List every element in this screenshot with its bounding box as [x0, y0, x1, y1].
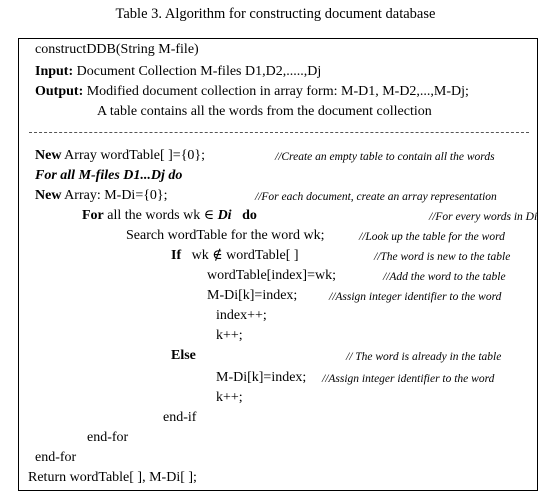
code-text: wk ∉ wordTable[ ]	[191, 248, 299, 263]
comment: //For every words in Di	[429, 211, 538, 223]
comment: //For each document, create an array representation	[255, 191, 497, 203]
comment: //Create an empty table to contain all the words	[275, 151, 495, 163]
code-line-5: Search wordTable for the word wk;	[126, 228, 325, 243]
code-line-8: M-Di[k]=index;	[207, 288, 298, 303]
code-line-1	[35, 147, 205, 165]
code-line-6	[171, 247, 299, 265]
comment: //The word is new to the table	[374, 251, 511, 263]
output-line-2: A table contains all the words from the document collection	[97, 104, 432, 119]
code-text: Array wordTable[ ]={0};	[61, 148, 206, 163]
code-line-13: k++;	[216, 390, 243, 405]
comment: //Look up the table for the word	[359, 231, 505, 243]
comment: // The word is already in the table	[346, 351, 502, 363]
else-keyword: Else	[171, 348, 196, 363]
code-text: all the words wk ∈	[103, 208, 218, 223]
end-if: end-if	[163, 410, 197, 425]
input-line	[35, 63, 321, 81]
comment: //Assign integer identifier to the word	[329, 291, 502, 303]
output-text: Modified document collection in array form: M-D1, M-D2,...,M-Dj;	[83, 84, 469, 99]
input-keyword: Input:	[35, 64, 74, 79]
output-keyword: Output:	[35, 84, 84, 99]
function-signature: constructDDB(String M-file)	[35, 42, 199, 57]
new-keyword: New	[35, 148, 62, 163]
code-line-3	[35, 187, 168, 205]
code-text: Array: M-Di={0};	[61, 188, 168, 203]
di-symbol: Di	[217, 208, 232, 223]
end-for-inner: end-for	[87, 430, 129, 445]
do-keyword: do	[242, 208, 257, 223]
input-text: Document Collection M-files D1,D2,.....,Dj	[73, 64, 322, 79]
output-line	[35, 83, 469, 101]
for-keyword: For	[82, 208, 104, 223]
code-line-7: wordTable[index]=wk;	[207, 268, 336, 283]
comment: //Add the word to the table	[383, 271, 506, 283]
code-line-2: For all M-files D1...Dj do	[35, 168, 183, 183]
algorithm-box	[18, 38, 538, 491]
if-keyword: If	[171, 248, 182, 263]
end-for-outer: end-for	[35, 450, 77, 465]
comment: //Assign integer identifier to the word	[322, 373, 495, 385]
return-line: Return wordTable[ ], M-Di[ ];	[28, 470, 197, 485]
code-line-10: k++;	[216, 328, 243, 343]
separator-line	[29, 132, 529, 133]
code-line-12: M-Di[k]=index;	[216, 370, 307, 385]
table-caption: Table 3. Algorithm for constructing document database	[115, 6, 436, 22]
code-line-9: index++;	[216, 308, 267, 323]
code-line-4	[82, 207, 257, 225]
new-keyword: New	[35, 188, 62, 203]
